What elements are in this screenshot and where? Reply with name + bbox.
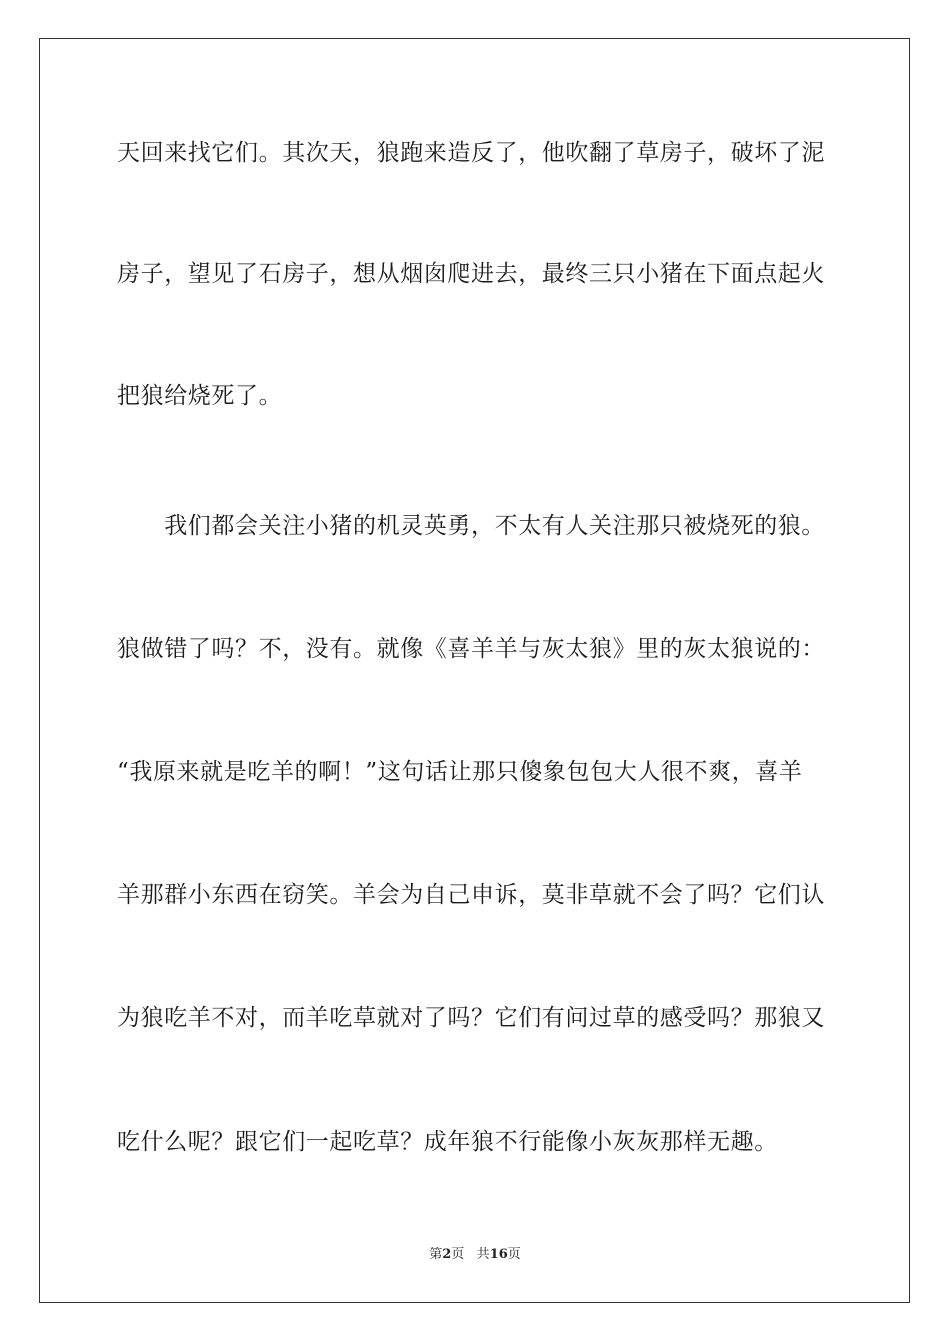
text-line-2: 房子，望见了石房子，想从烟囱爬进去，最终三只小猪在下面点起火: [117, 261, 825, 287]
text-line-9: 吃什么呢？跟它们一起吃草？成年狼不行能像小灰灰那样无趣。: [117, 1129, 778, 1155]
text-line-8: 为狼吃羊不对，而羊吃草就对了吗？它们有问过草的感受吗？那狼又: [117, 1005, 825, 1031]
total-label-suffix: 页: [507, 1247, 521, 1262]
page-label-suffix: 页: [451, 1247, 465, 1262]
text-line-5: 狼做错了吗？不，没有。就像《喜羊羊与灰太狼》里的灰太狼说的：: [117, 636, 825, 662]
text-line-7: 羊那群小东西在窃笑。羊会为自己申诉，莫非草就不会了吗？它们认: [117, 882, 825, 908]
text-line-4: 我们都会关注小猪的机灵英勇，不太有人关注那只被烧死的狼。: [117, 513, 825, 539]
current-page-number: 2: [442, 1247, 452, 1262]
text-line-1: 天回来找它们。其次天，狼跑来造反了，他吹翻了草房子，破坏了泥: [117, 140, 825, 166]
page-footer: [0, 1246, 950, 1264]
total-label-prefix: 共: [476, 1247, 490, 1262]
text-line-3: 把狼给烧死了。: [117, 383, 283, 409]
text-line-6: “我原来就是吃羊的啊！”这句话让那只傻象包包大人很不爽，喜羊: [117, 759, 803, 785]
page-border: [39, 38, 910, 1303]
page-label-prefix: 第: [429, 1247, 443, 1262]
total-page-count: 16: [489, 1247, 508, 1262]
